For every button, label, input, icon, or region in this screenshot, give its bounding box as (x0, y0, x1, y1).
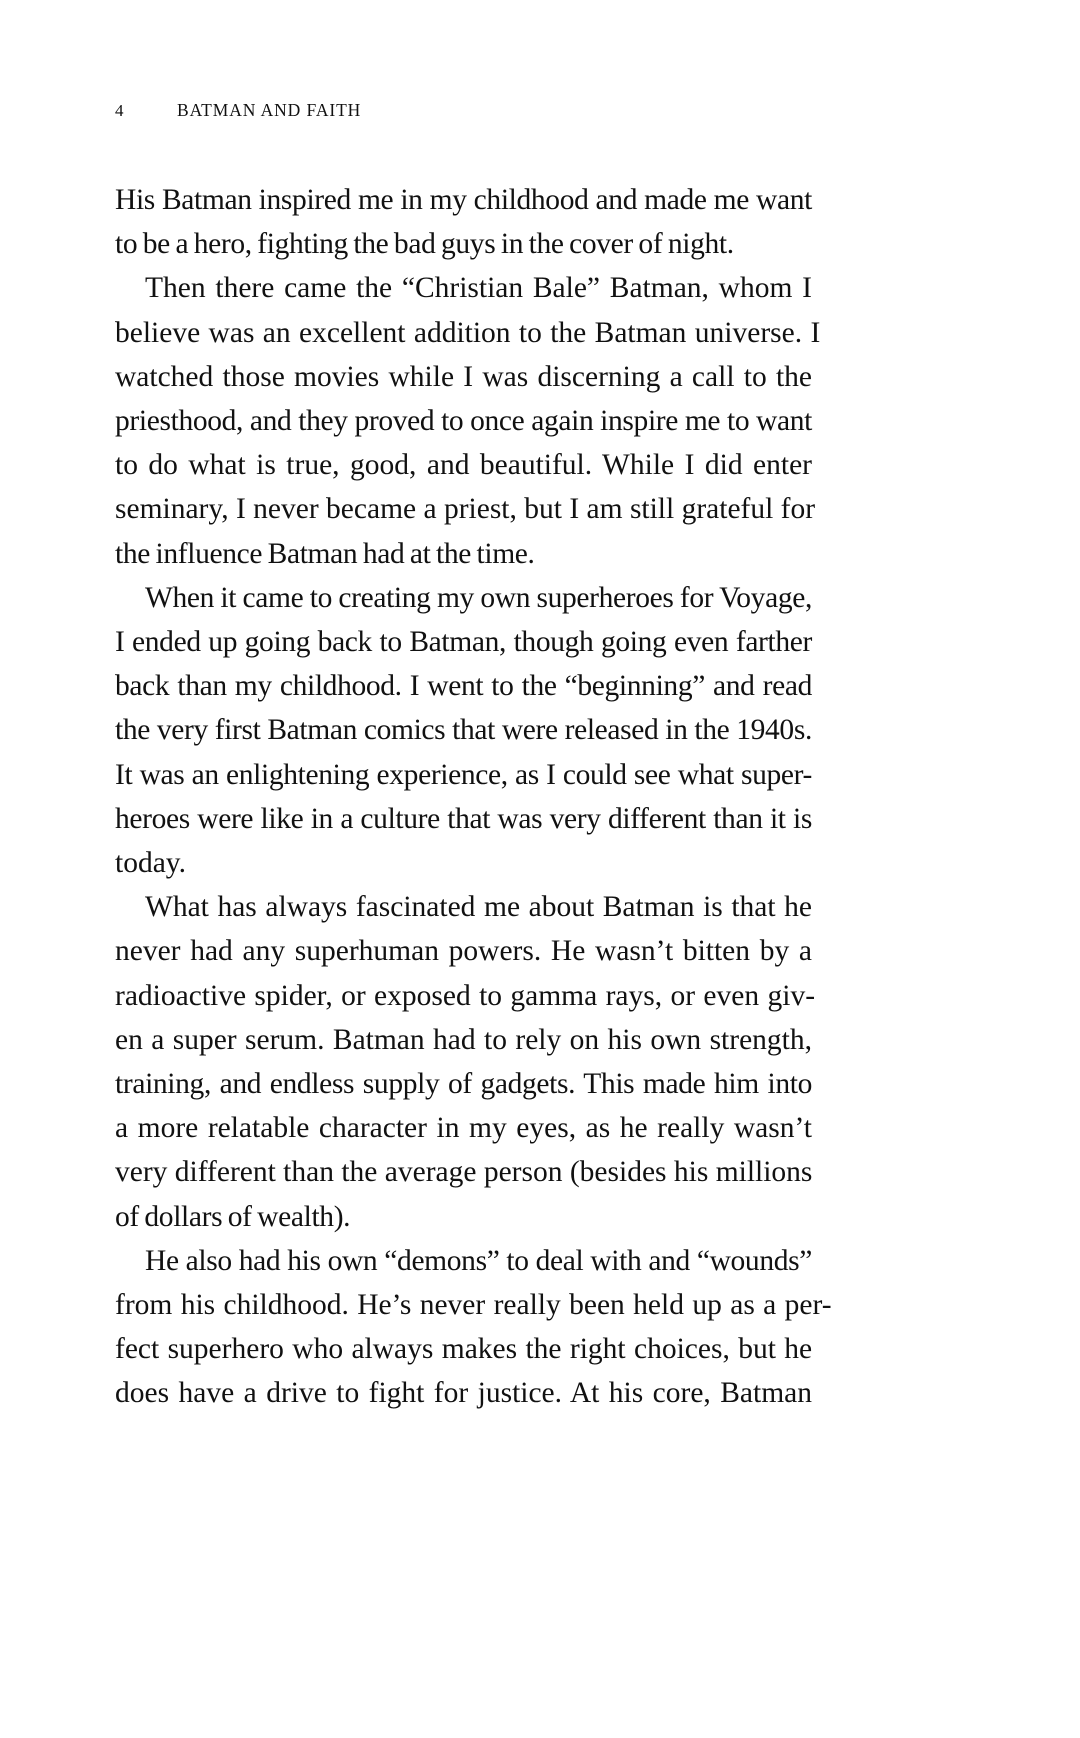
text-line: very different than the average person (besides his millions (115, 1156, 813, 1189)
paragraph-2 (115, 266, 821, 575)
text-line: to be a hero, fighting the bad guys in the cover of night. (115, 228, 734, 261)
paragraph-1 (115, 178, 812, 266)
text-line: It was an enlightening experience, as I could see what super- (115, 758, 812, 791)
text-line: radioactive spider, or exposed to gamma rays, or even giv- (115, 979, 816, 1012)
text-line: When it came to creating my own superheroes for Voyage, (145, 581, 812, 614)
text-line: watched those movies while I was discerning a call to the (115, 360, 812, 393)
text-line: heroes were like in a culture that was very different than it is (115, 802, 812, 835)
page-number: 4 (115, 101, 124, 120)
running-title: BATMAN AND FAITH (177, 100, 362, 120)
text-line: He also had his own “demons” to deal with and “wounds” (145, 1244, 812, 1277)
text-line: back than my childhood. I went to the “beginning” and read (115, 670, 812, 703)
text-line: His Batman inspired me in my childhood and made me want (115, 184, 812, 216)
text-line: believe was an excellent addition to the Batman universe. I (115, 316, 821, 349)
text-line: en a super serum. Batman had to rely on his own strength, (115, 1023, 812, 1056)
text-line: seminary, I never became a priest, but I am still grateful for (115, 493, 816, 526)
text-line: the very first Batman comics that were released in the 1940s. (115, 714, 812, 747)
text-line: never had any superhuman powers. He wasn’t bitten by a (115, 935, 812, 968)
running-head (115, 100, 815, 126)
text-line: from his childhood. He’s never really been held up as a per- (115, 1289, 832, 1322)
paragraph-4 (115, 885, 816, 1239)
text-line: today. (115, 847, 186, 880)
text-line: to do what is true, good, and beautiful. While I did enter (115, 449, 812, 482)
text-line: the influence Batman had at the time. (115, 537, 535, 570)
body-text (115, 178, 832, 1416)
text-line: priesthood, and they proved to once again inspire me to want (115, 405, 812, 438)
paragraph-3 (115, 576, 812, 885)
text-line: does have a drive to fight for justice. At his core, Batman (115, 1377, 812, 1410)
text-line: of dollars of wealth). (115, 1200, 351, 1233)
paragraph-5 (115, 1239, 832, 1416)
text-line: training, and endless supply of gadgets. This made him into (115, 1068, 812, 1101)
text-line: fect superhero who always makes the right choices, but he (115, 1333, 813, 1366)
text-line: Then there came the “Christian Bale” Batman, whom I (145, 272, 812, 305)
text-line: a more relatable character in my eyes, as he really wasn’t (115, 1112, 812, 1145)
text-line: I ended up going back to Batman, though going even farther (115, 626, 812, 659)
text-line: What has always fascinated me about Batman is that he (145, 891, 812, 924)
